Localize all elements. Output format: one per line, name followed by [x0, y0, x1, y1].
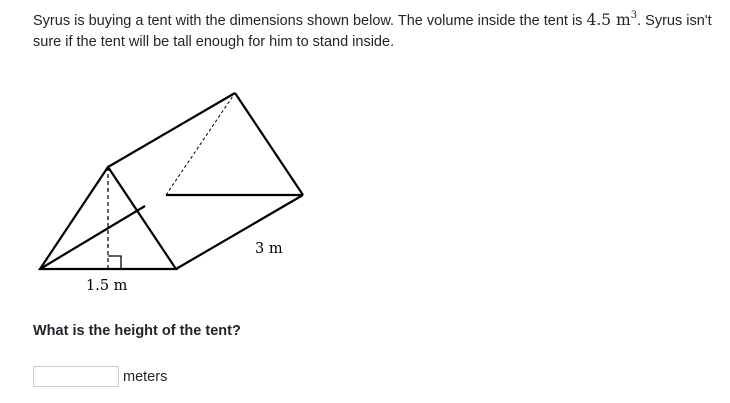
- question-text: What is the height of the tent?: [33, 323, 241, 339]
- ridge-edge: [108, 93, 235, 167]
- base-label: 1.5 m: [86, 278, 128, 294]
- bottom-left-edge: [40, 206, 145, 269]
- volume-exponent: 3: [630, 10, 638, 21]
- volume-number: 4.5 m: [586, 11, 631, 29]
- problem-text-after: . Syrus isn't sure if the tent will be tall enough for him to stand inside.: [33, 13, 712, 50]
- answer-unit-label: meters: [123, 368, 168, 385]
- back-right-edge: [235, 93, 303, 195]
- bottom-right-edge: [176, 195, 303, 269]
- right-angle-marker: [108, 256, 121, 269]
- problem-text-before: Syrus is buying a tent with the dimensions shown below. The volume inside the tent is: [33, 13, 587, 29]
- length-label: 3 m: [255, 241, 283, 257]
- hidden-back-edge: [166, 93, 235, 195]
- answer-row: [33, 366, 167, 387]
- height-answer-input[interactable]: [33, 366, 119, 387]
